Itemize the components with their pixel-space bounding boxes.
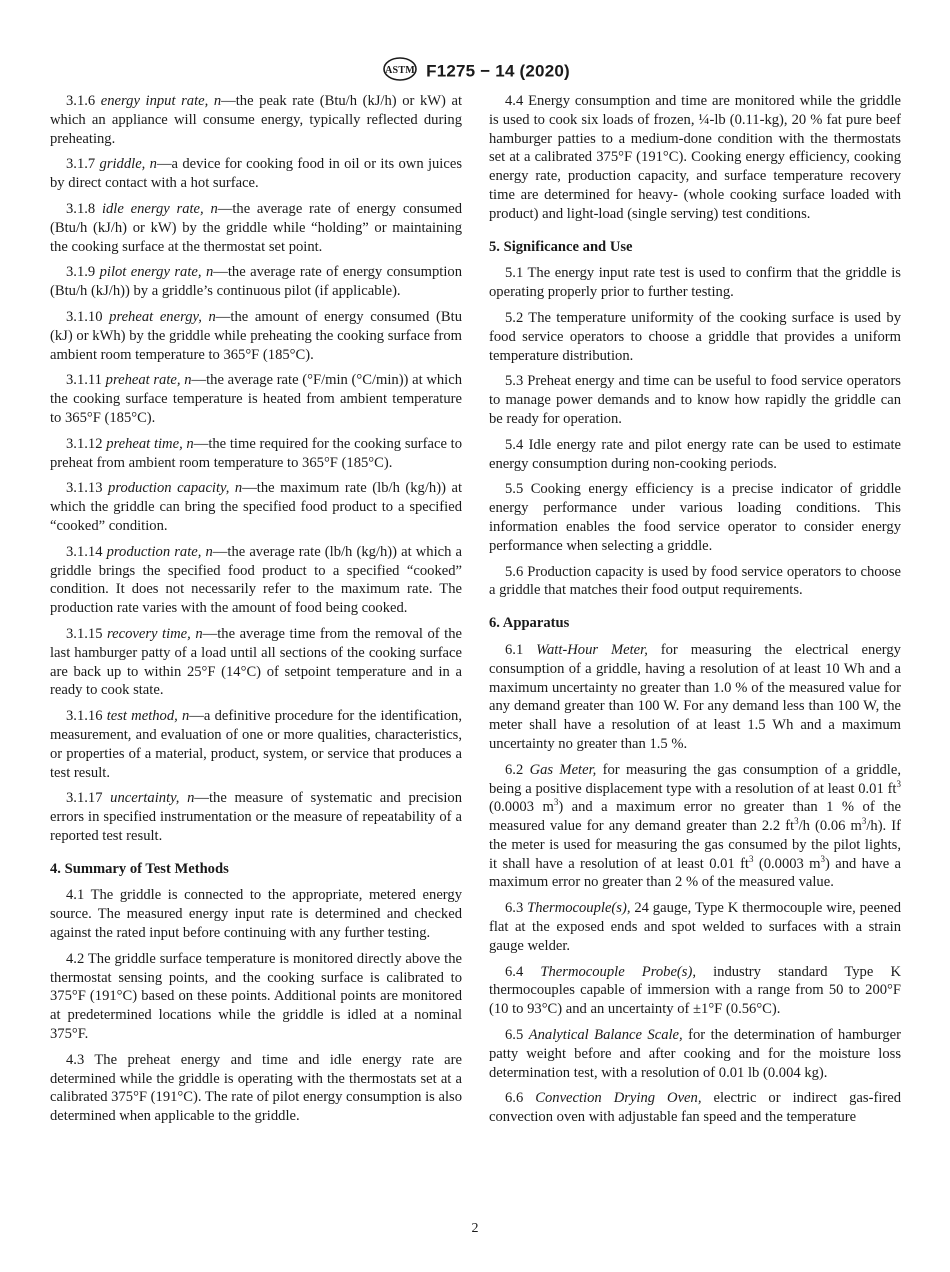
def-3-1-10: 3.1.10 preheat energy, n—the amount of energy consumed (Btu (kJ) or kWh) by the griddle while preheating the cooking surface from ambient room temperature to 365°F (185°C).: [50, 308, 462, 363]
def-3-1-8: 3.1.8 idle energy rate, n—the average rate of energy consumed (Btu/h (kJ/h) or kW) by the griddle while “holding” or maintaining the cooking surface at the thermostat set point.: [50, 200, 462, 255]
def-3-1-11: 3.1.11 preheat rate, n—the average rate (°F/min (°C/min)) at which the cooking surface temperature is heated from ambient temperature to 365°F (185°C).: [50, 372, 462, 426]
def-3-1-13: 3.1.13 production capacity, n—the maximum rate (lb/h (kg/h)) at which the griddle can bring the specified food product to a specified “cooked” condition.: [50, 480, 462, 534]
para-5-1: 5.1 The energy input rate test is used to confirm that the griddle is operating properly prior to further testing.: [489, 265, 901, 301]
para-6-4: 6.4 Thermocouple Probe(s), industry standard Type K thermocouples capable of immersion with a range from 50 to 200°F (10 to 93°C) and an uncertainty of ±1°F (0.56°C).: [489, 963, 901, 1018]
para-5-4: 5.4 Idle energy rate and pilot energy rate can be used to estimate energy consumption during non-cooking periods.: [489, 436, 901, 472]
section-6-heading: 6. Apparatus: [489, 615, 570, 632]
logo-text: ASTM: [385, 65, 415, 76]
para-4-2: 4.2 The griddle surface temperature is monitored directly above the thermostat sensing points, and the cooking surface is calibrated to 375°F (191°C) based on these points. Additional points are monitored at predetermined locations while the griddle is idled at a nominal 375°F.: [50, 950, 462, 1043]
para-6-2: 6.2 Gas Meter, for measuring the gas consumption of a griddle, being a positive displacement type with a resolution of at least 0.01 $ft^3$ (0.0003 $m^3$) and a maximum error no greater than 1 % of the measured value for any demand greater than 2.2 $ft^3/h$ (0.06 $m^3/h$). If the meter is used for measuring the gas consumed by the pilot lights, it shall have a resolution of at least 0.01 $ft^3$ (0.0003 $m^3$) and have a maximum error no greater than 2 % of the measured value.: [489, 761, 901, 891]
para-4-4: 4.4 Energy consumption and time are monitored while the griddle is used to cook six loads of frozen, ¼-lb (0.11-kg), 20 % fat pure beef hamburger patties to a medium-done condition with the thermostats set at a calibrated 375°F (191°C). Cooking energy efficiency, cooking energy rate, production capacity, and surface temperature recovery time are determined for heavy- (whole cooking surface loaded with product) and light-load (single serving) test conditions.: [489, 93, 901, 222]
para-4-3: 4.3 The preheat energy and time and idle energy rate are determined while the griddle is operating with the thermostats set at a calibrated 375°F (191°C). The rate of pilot energy consumption is also determined when applicable to the griddle.: [50, 1051, 462, 1125]
para-4-1: 4.1 The griddle is connected to the appropriate, metered energy source. The measured energy input rate is determined and checked against the rated input before continuing with any further testing.: [50, 887, 462, 942]
page-header: [0, 56, 950, 87]
para-6-6: 6.6 Convection Drying Oven, electric or indirect gas-fired convection oven with adjustable fan speed and the temperature: [489, 1090, 902, 1126]
def-3-1-7: 3.1.7 griddle, n—a device for cooking food in oil or its own juices by direct contact with a hot surface.: [50, 156, 462, 192]
para-5-2: 5.2 The temperature uniformity of the cooking surface is used by food service operators to choose a griddle that provides a uniform temperature distribution.: [489, 309, 901, 364]
page-number: 2: [471, 1221, 479, 1236]
para-6-3: 6.3 Thermocouple(s), 24 gauge, Type K thermocouple wire, peened flat at the exposed ends and spot welded to surfaces with a strain gauge welder.: [489, 900, 901, 954]
para-5-5: 5.5 Cooking energy efficiency is a precise indicator of griddle energy performance under various loading conditions. This information enables the food service operator to consider energy performance when selecting a griddle.: [489, 481, 901, 554]
document-designation: F1275 − 14 (2020): [426, 61, 570, 81]
def-3-1-16: 3.1.16 test method, n—a definitive procedure for the identification, measurement, and evaluation of one or more qualities, characteristics, or properties of a material, product, system, or service that produces a test result.: [50, 708, 462, 781]
def-3-1-14: 3.1.14 production rate, n—the average rate (lb/h (kg/h)) at which a griddle brings the specified food product to a specified “cooked” condition. It does not necessarily refer to the maximum rate. The production rate varies with the amount of food being cooked.: [50, 543, 462, 617]
def-3-1-9: 3.1.9 pilot energy rate, n—the average rate of energy consumption (Btu/h (kJ/h)) by a griddle’s continuous pilot (if applicable).: [50, 264, 462, 300]
def-3-1-15: 3.1.15 recovery time, n—the average time from the removal of the last hamburger patty of a load until all sections of the cooking surface are back up to within 25°F (14°C) of setpoint temperature and in a ready to cook state.: [50, 625, 463, 699]
para-5-6: 5.6 Production capacity is used by food service operators to choose a griddle that matches their food output requirements.: [489, 563, 901, 599]
para-6-1: 6.1 Watt-Hour Meter, for measuring the electrical energy consumption of a griddle, having a resolution of at least 10 Wh and a maximum uncertainty no greater than 1.0 % of the measured value for any demand greater than 100 W. For any demand less than 100 W, the meter shall have a resolution of at least 1.5 Wh and a maximum uncertainty no greater than 1.5 %.: [489, 641, 901, 752]
def-3-1-12: 3.1.12 preheat time, n—the time required for the cooking surface to preheat from ambient room temperature to 365°F (185°C).: [50, 435, 462, 471]
section-4-heading: 4. Summary of Test Methods: [50, 860, 229, 877]
astm-logo-icon: [380, 56, 420, 87]
def-3-1-6: 3.1.6 energy input rate, n—the peak rate (Btu/h (kJ/h) or kW) at which an appliance will consume energy, typically reflected during preheating.: [50, 93, 463, 147]
para-6-5: 6.5 Analytical Balance Scale, for the determination of hamburger patty weight before and after cooking and for the moisture loss determination test, with a resolution of 0.01 lb (0.004 kg).: [489, 1027, 901, 1081]
right-column: [489, 92, 901, 1134]
para-5-3: 5.3 Preheat energy and time can be useful to food service operators to manage power demands and to know how rapidly the griddle can be ready for operation.: [489, 373, 901, 427]
def-3-1-17: 3.1.17 uncertainty, n—the measure of systematic and precision errors in specified instrumentation or the measure of repeatability of a reported test result.: [50, 790, 462, 844]
section-5-heading: 5. Significance and Use: [489, 238, 633, 255]
left-column: [50, 92, 462, 1133]
